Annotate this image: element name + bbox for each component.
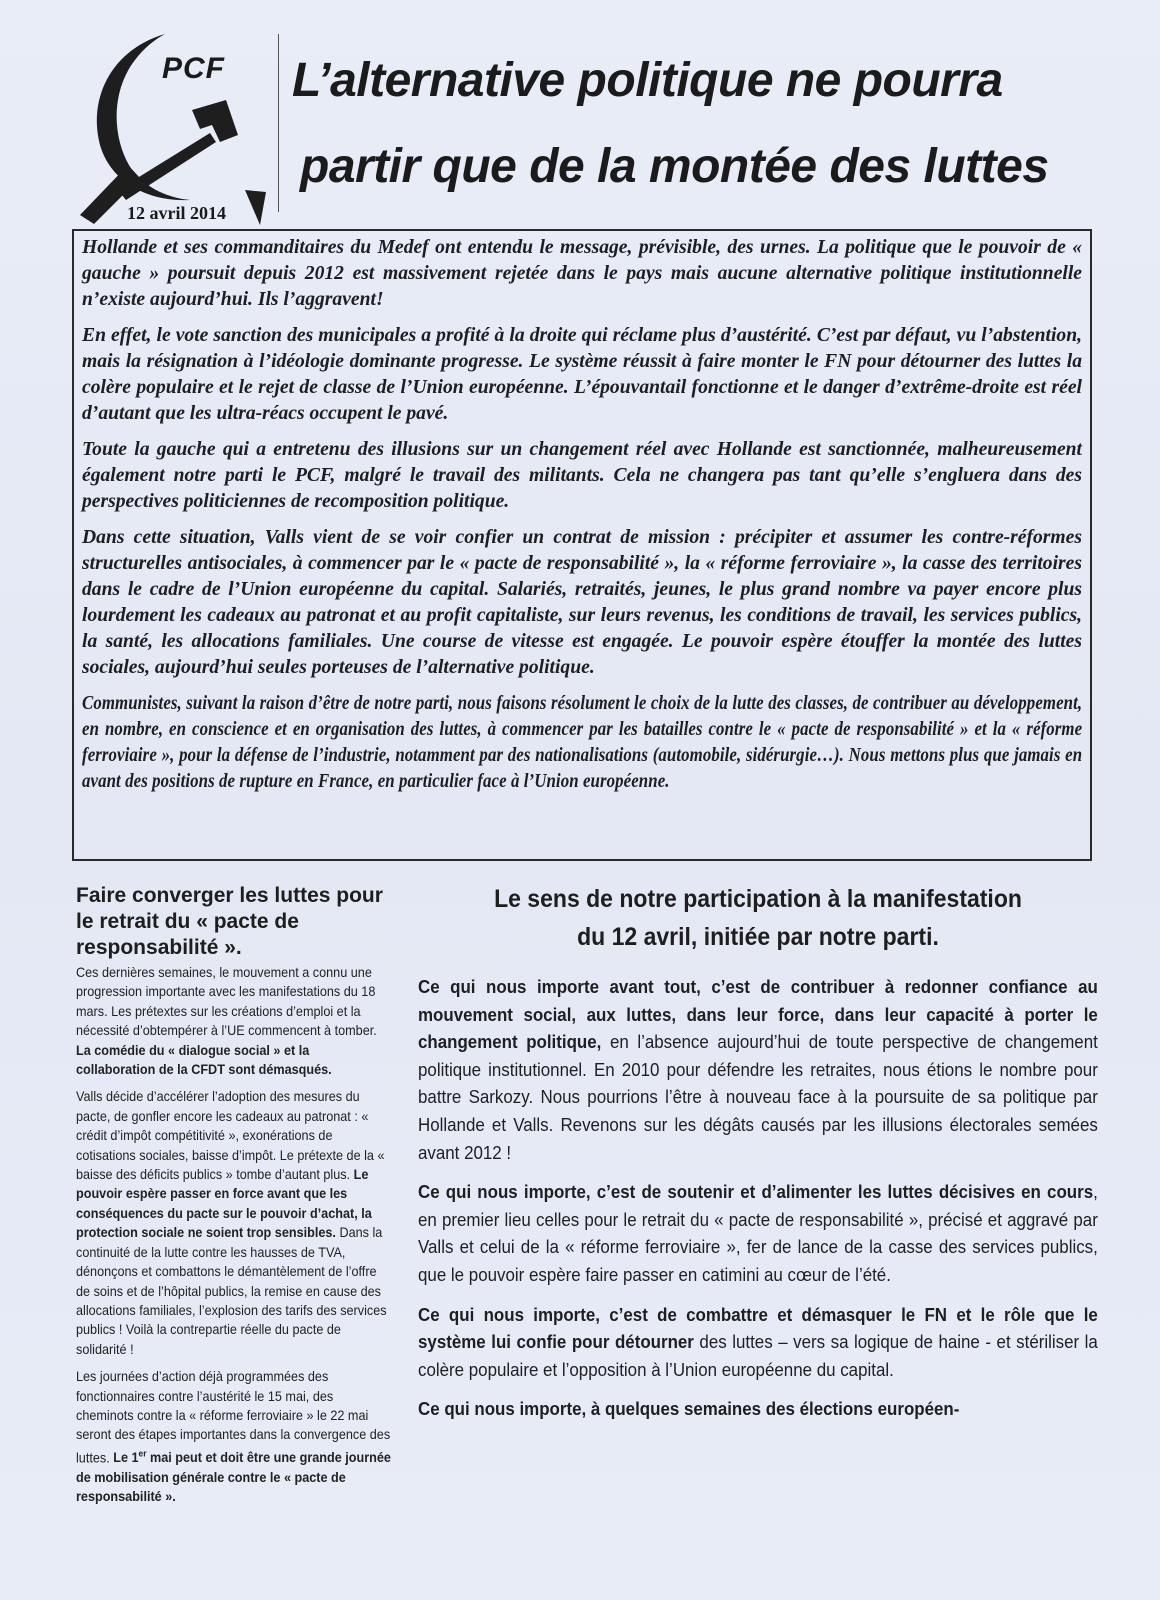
paragraph-text: Les journées d’action déjà programmées des fonctionnaires contre l’austérité le 15 mai, des cheminots contre la « réforme ferroviaire » le 22 mai seront des étapes importantes dans la convergence des luttes. <box>76 1369 391 1466</box>
editorial-paragraph: Hollande et ses commanditaires du Medef ont entendu le message, prévisible, des urnes. La politique que le pouvoir de « gauche » poursuit depuis 2012 est massivement rejetée dans le pays mais aucune alternative politique institutionnelle n’existe aujourd’hui. Ils l’aggravent! <box>82 237 1082 310</box>
pcf-logo <box>70 30 270 225</box>
paragraph-emphasis: Ce qui nous importe avant tout, c’est de contribuer à redonner confiance au mouvement social, aux luttes, dans leur force, dans leur capacité à porter le changement politique, <box>418 977 1098 1053</box>
paragraph-emphasis: Ce qui nous importe, à quelques semaines des élections européen- <box>418 1399 960 1420</box>
heading-line-1: Le sens de notre participation à la manifestation <box>494 885 1022 913</box>
right-article-paragraph <box>418 974 1098 1167</box>
left-article-paragraph <box>76 963 392 1079</box>
paragraph-text: , en premier lieu celles pour le retrait du « pacte de responsabilité », précisé et aggravé par Valls et celui de la « réforme ferroviaire », fer de lance de la casse des services publics, que le pouvoir espère faire passer en catimini au cœur de l’été. <box>418 1182 1098 1285</box>
editorial-paragraph: En effet, le vote sanction des municipales a profité à la droite qui réclame plus d’austérité. C’est par défaut, vu l’abstention, mais la résignation à l’idéologie dominante progresse. Le système réussit à faire monter le FN pour détourner des luttes la colère populaire et le rejet de classe de l’Union européenne. L’épouvantail fonctionne et le danger d’extrême-droite est réel d’autant que les ultra-réacs occupent le pavé. <box>82 325 1082 424</box>
header-divider <box>278 34 279 212</box>
editorial-paragraph: Dans cette situation, Valls vient de se voir confier un contrat de mission : précipiter et assumer les contre-réformes structurelles antisociales, à commencer par le « pacte de responsabilité », la « réforme ferroviaire », la casse des territoires dans le cadre de l’Union européenne du capital. Salariés, retraités, jeunes, le plus grand nombre va payer encore plus lourdement les cadeaux au patronat et au profit capitaliste, sur leurs revenus, les conditions de travail, les services publics, la santé, les allocations familiales. Une course de vitesse est engagée. Le pouvoir espère étouffer la montée des luttes sociales, aujourd’hui seules porteuses de l’alternative politique. <box>82 527 1082 678</box>
left-article-paragraph <box>76 1087 392 1359</box>
right-article-paragraph <box>418 1396 1098 1424</box>
title-line-1: L’alternative politique ne pourra <box>292 54 1003 107</box>
right-article-paragraph <box>418 1302 1098 1385</box>
heading-line-2: du 12 avril, initiée par notre parti. <box>577 923 939 951</box>
paragraph-emphasis: La comédie du « dialogue social » et la collaboration de la CFDT sont démasqués. <box>76 1042 332 1078</box>
ordinal-suffix: er <box>138 1448 147 1459</box>
editorial-box <box>72 229 1092 861</box>
title-line-2: partir que de la montée des luttes <box>300 140 1049 193</box>
emphasis-text: Le 1 <box>113 1450 139 1466</box>
paragraph-emphasis: Ce qui nous importe, c’est de combattre et démasquer le FN et le rôle que le système lui confie pour détourner <box>418 1304 1098 1353</box>
paragraph-text: des luttes – vers sa logique de haine - et stériliser la colère populaire et l’opposition à l’Union européenne du capital. <box>418 1332 1098 1380</box>
left-article-paragraph <box>76 1367 392 1506</box>
editorial-paragraph: Toute la gauche qui a entretenu des illusions sur un changement réel avec Hollande est sanctionnée, malheureusement également notre parti le PCF, malgré le travail des militants. Cela ne changera pas tant qu’elle s’engluera dans des perspectives politiciennes de recomposition politique. <box>82 439 1082 512</box>
right-column-article <box>418 880 1098 1436</box>
right-article-paragraph <box>418 1179 1098 1289</box>
paragraph-emphasis: Le pouvoir espère passer en force avant que les conséquences du pacte sur le pouvoir d’achat, la protection sociale ne soient trop sensibles. <box>76 1167 372 1241</box>
paragraph-emphasis <box>76 1450 391 1504</box>
emphasis-text: mai peut et doit être une grande journée de mobilisation générale contre le « pacte de responsabilité ». <box>76 1450 391 1505</box>
paragraph-text: Valls décide d’accélérer l’adoption des mesures du pacte, de gonfler encore les cadeaux au patronat : « crédit d’impôt compétitivité », exonérations de cotisations sociales, baisse d’impôt. Le prétexte de la « baisse des déficits publics » tombe d’autant plus. <box>76 1089 385 1183</box>
page-title <box>292 38 1122 210</box>
editorial-paragraph: Communistes, suivant la raison d’être de notre parti, nous faisons résolument le choix de la lutte des classes, de contribuer au développement, en nombre, en conscience et en organisation des luttes, à commencer par les batailles contre le « pacte de responsabilité » et la « réforme ferroviaire », pour la défense de l’industrie, notamment par des nationalisations (automobile, sidérurgie…). Nous mettons plus que jamais en avant des positions de rupture en France, en particulier face à l’Union européenne. <box>82 693 1083 792</box>
right-article-heading <box>445 880 1071 956</box>
paragraph-text: Dans la continuité de la lutte contre les hausses de TVA, dénonçons et combattons le démantèlement de l’offre de soins et de l’hôpital publics, la remise en cause des allocations familiales, l’explosion des tarifs des services publics ! Voilà la contrepartie réelle du pacte de solidarité ! <box>76 1225 387 1357</box>
left-article-heading: Faire converger les luttes pour le retrait du « pacte de responsabilité ». <box>76 884 383 959</box>
paragraph-text: Ces dernières semaines, le mouvement a connu une progression importante avec les manifestations du 18 mars. Les prétextes sur les créations d’emploi et la nécessité d’obtempérer à l’UE commencent à tomber. <box>76 965 377 1039</box>
logo-label: PCF <box>162 52 225 85</box>
paragraph-emphasis: Ce qui nous importe, c’est de soutenir et d’alimenter les luttes décisives en cours <box>418 1182 1094 1203</box>
issue-date: 12 avril 2014 <box>127 203 226 223</box>
left-column-article <box>76 883 392 1515</box>
paragraph-text: en l’absence aujourd’hui de toute perspective de changement politique institutionnel. En 2010 pour défendre les retraites, nous étions le nombre pour battre Sarkozy. Nous pourrions l’être à nouveau face à la poursuite de sa politique par Hollande et Valls. Revenons sur les dégâts causés par les illusions électorales semées avant 2012 ! <box>418 1032 1098 1163</box>
